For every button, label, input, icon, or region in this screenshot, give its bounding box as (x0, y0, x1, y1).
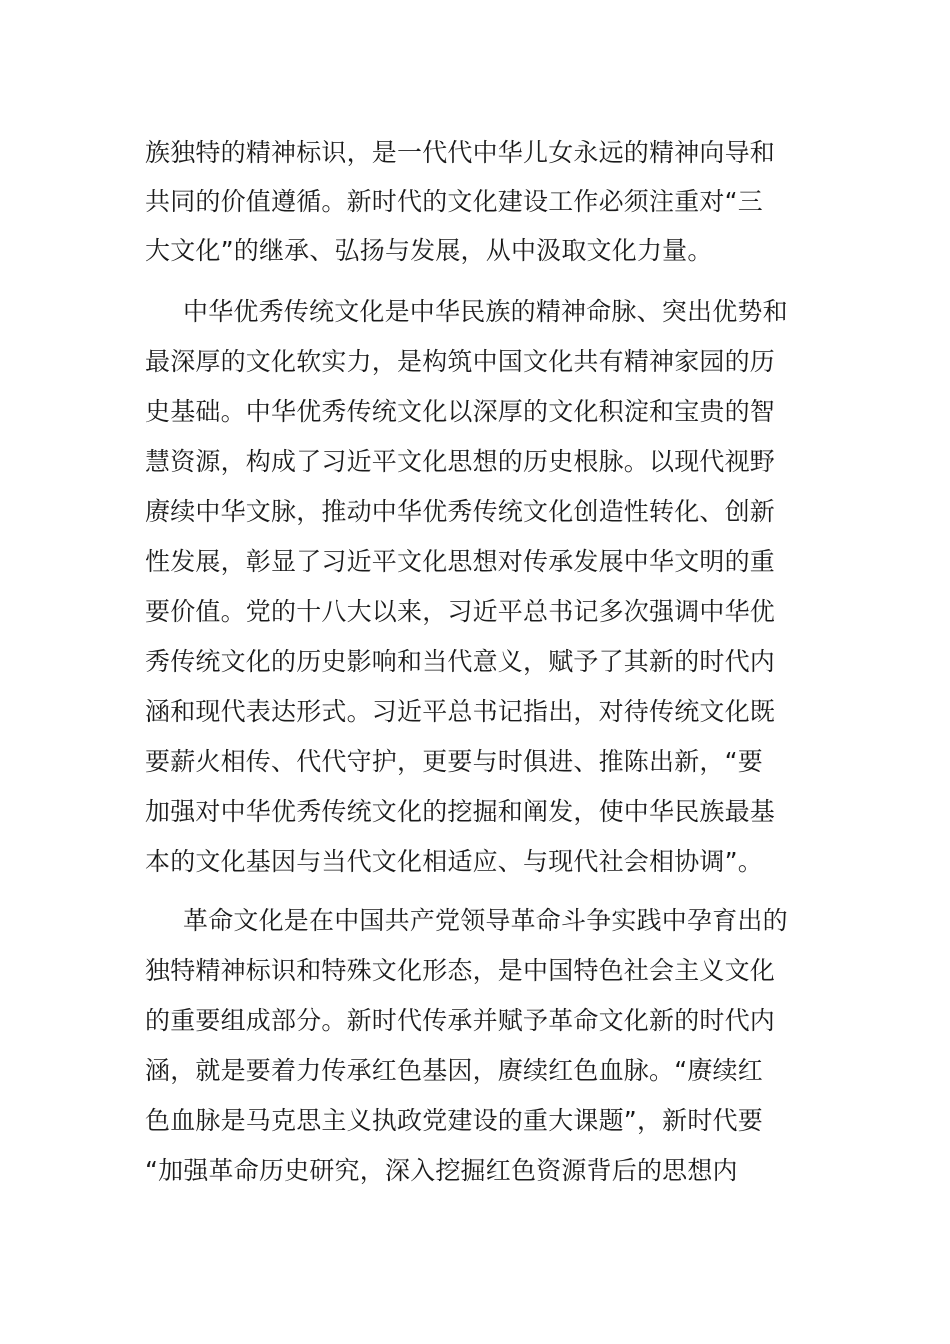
text-line: 要价值。党的十八大以来，习近平总书记多次强调中华优 (145, 597, 776, 626)
text-line: 涵，就是要着力传承红色基因，赓续红色血脉。“赓续红 (145, 1056, 763, 1085)
text-line: 秀传统文化的历史影响和当代意义，赋予了其新的时代内 (145, 647, 776, 676)
text-line: 独特精神标识和特殊文化形态，是中国特色社会主义文化 (145, 956, 776, 985)
text-line: 要薪火相传、代代守护，更要与时俱进、推陈出新，“要 (145, 747, 763, 776)
text-line: 史基础。中华优秀传统文化以深厚的文化积淀和宝贵的智 (145, 397, 776, 426)
text-line: 中华优秀传统文化是中华民族的精神命脉、突出优势和 (183, 297, 788, 326)
text-line: 色血脉是马克思主义执政党建设的重大课题”，新时代要 (145, 1106, 763, 1135)
text-line: 本的文化基因与当代文化相适应、与现代社会相协调”。 (145, 847, 763, 876)
text-line: 大文化”的继承、弘扬与发展，从中汲取文化力量。 (145, 236, 713, 265)
text-line: “加强革命历史研究，深入挖掘红色资源背后的思想内 (145, 1156, 738, 1185)
text-line: 慧资源，构成了习近平文化思想的历史根脉。以现代视野 (145, 447, 776, 476)
text-line: 赓续中华文脉，推动中华优秀传统文化创造性转化、创新 (145, 497, 776, 526)
text-line: 族独特的精神标识，是一代代中华儿女永远的精神向导和 (145, 138, 776, 167)
text-line: 加强对中华优秀传统文化的挖掘和阐发，使中华民族最基 (145, 797, 776, 826)
text-line: 革命文化是在中国共产党领导革命斗争实践中孕育出的 (183, 906, 788, 935)
text-line: 共同的价值遵循。新时代的文化建设工作必须注重对“三 (145, 187, 763, 216)
text-line: 涵和现代表达形式。习近平总书记指出，对待传统文化既 (145, 697, 776, 726)
text-line: 的重要组成部分。新时代传承并赋予革命文化新的时代内 (145, 1006, 776, 1035)
text-line: 最深厚的文化软实力，是构筑中国文化共有精神家园的历 (145, 347, 776, 376)
text-line: 性发展，彰显了习近平文化思想对传承发展中华文明的重 (145, 547, 776, 576)
